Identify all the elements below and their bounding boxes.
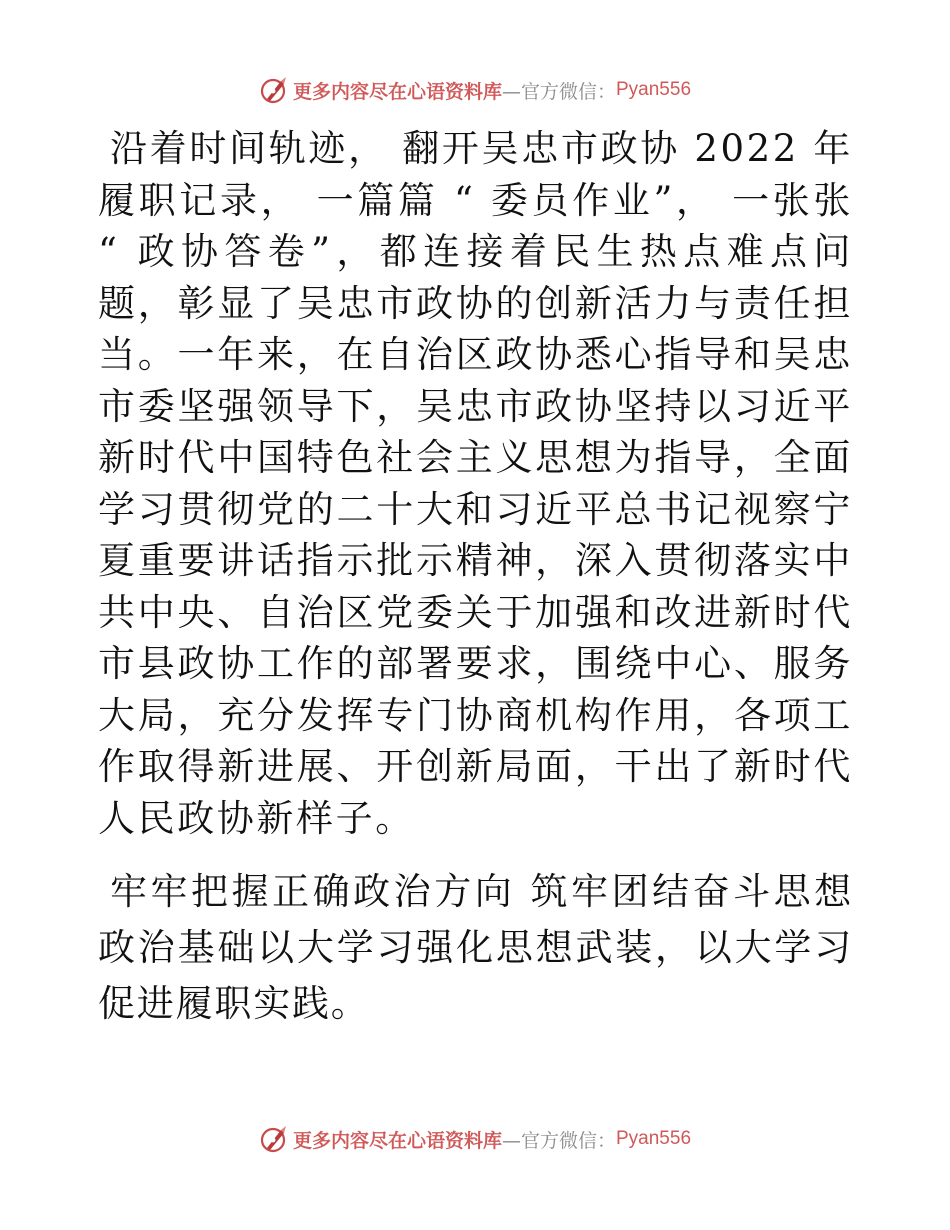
watermark-official-label: —官方微信： bbox=[501, 1129, 616, 1152]
watermark-official-label: —官方微信： bbox=[501, 80, 616, 103]
quill-pen-logo-icon bbox=[259, 75, 289, 105]
watermark-brand: 更多内容尽在心语资料库 bbox=[292, 1129, 502, 1152]
header-watermark bbox=[0, 73, 950, 107]
body-paragraph: 沿着时间轨迹， 翻开吴忠市政协 2022 年履职记录， 一篇篇 “ 委员作业”， 一张张 “ 政协答卷”，都连接着民生热点难点问题，彰显了吴忠市政协的创新活力与责任担当。一年来，在自治区政协悉心指导和吴忠市委坚强领导下，吴忠市政协坚持以习近平新时代中国特色社会主义思想为指导，全面学习贯彻党的二十大和习近平总书记视察宁夏重要讲话指示批示精神，深入贯彻落实中共中央、自治区党委关于加强和改进新时代市县政协工作的部署要求，围绕中心、服务大局，充分发挥专门协商机构作用，各项工作取得新进展、开创新局面，干出了新时代人民政协新样子。 bbox=[98, 127, 853, 840]
watermark-wechat-id: Pyan556 bbox=[616, 1128, 692, 1149]
watermark-brand: 更多内容尽在心语资料库 bbox=[292, 80, 502, 103]
footer-watermark bbox=[0, 1122, 950, 1156]
document-body bbox=[98, 123, 853, 1032]
quill-pen-logo-icon bbox=[259, 1124, 289, 1154]
section-heading-paragraph: 牢牢把握正确政治方向 筑牢团结奋斗思想政治基础以大学习强化思想武装，以大学习促进履职实践。 bbox=[98, 870, 853, 1025]
watermark-wechat-id: Pyan556 bbox=[616, 79, 692, 100]
